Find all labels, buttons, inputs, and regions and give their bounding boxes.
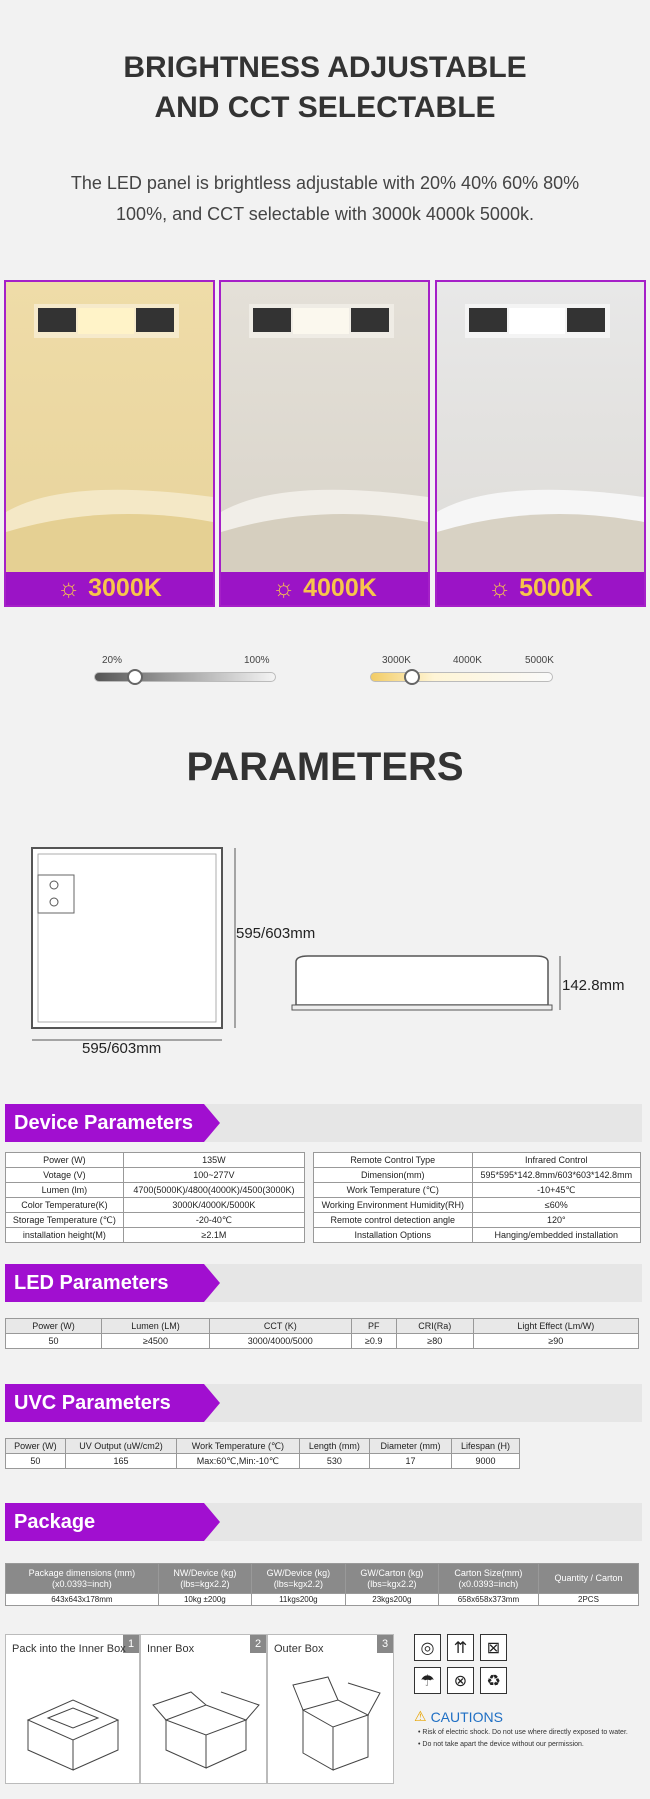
value-cell: 11kgs200g — [251, 1594, 345, 1606]
value-cell: ≥80 — [396, 1334, 473, 1349]
value-cell: 643x643x178mm — [6, 1594, 159, 1606]
header-cell — [251, 1564, 345, 1594]
value-cell: ≥90 — [473, 1334, 638, 1349]
table-header-row — [6, 1564, 639, 1594]
value-cell: 23kgs200g — [345, 1594, 438, 1606]
table-row — [314, 1198, 641, 1213]
uvc-params-band — [5, 1384, 642, 1422]
header-label: NW/Device (kg) — [173, 1567, 237, 1578]
brightness-max-label: 100% — [244, 655, 270, 666]
pack-step-2 — [140, 1634, 267, 1784]
device-params-right-table — [313, 1152, 641, 1243]
table-row — [314, 1153, 641, 1168]
cautions-title: CAUTIONS — [430, 1708, 503, 1725]
header-cell: Power (W) — [6, 1439, 66, 1454]
param-value-cell: 4700(5000K)/4800(4000K)/4500(3000K) — [123, 1183, 304, 1198]
box-illustration — [151, 1680, 261, 1775]
header-cell: Power (W) — [6, 1319, 102, 1334]
caution-item-text: Risk of electric shock. Do not use where directly exposed to water. — [422, 1729, 628, 1736]
header-label: Carton Size(mm) — [454, 1567, 523, 1578]
package-table — [5, 1563, 639, 1606]
recycle-icon: ♻ — [480, 1667, 507, 1694]
sun-icon: ☼ — [488, 574, 512, 602]
table-row — [314, 1183, 641, 1198]
header-cell: UV Output (uW/cm2) — [65, 1439, 176, 1454]
device-params-left-table — [5, 1152, 305, 1243]
header-cell — [345, 1564, 438, 1594]
pack-step-1 — [5, 1634, 140, 1784]
sun-icon: ☼ — [272, 574, 296, 602]
depth-dimension-label: 142.8mm — [562, 977, 625, 994]
header-cell: CCT (K) — [210, 1319, 352, 1334]
header-cell: PF — [351, 1319, 396, 1334]
caution-item: • Do not take apart the device without our permission. — [418, 1741, 584, 1748]
cct-label: 4000K — [303, 574, 377, 602]
cct-card-5000k — [435, 280, 646, 607]
box-illustration — [18, 1680, 128, 1775]
value-cell: 17 — [370, 1454, 452, 1469]
fragile-circle-icon: ◎ — [414, 1634, 441, 1661]
cautions-heading — [414, 1708, 503, 1725]
step-title: Inner Box — [147, 1643, 195, 1655]
intro-line1: The LED panel is brightless adjustable with 20% 40% 60% 80% — [70, 173, 580, 193]
header-cell: Work Temperature (℃) — [177, 1439, 299, 1454]
cct-label-3000: 3000K — [382, 655, 411, 666]
param-value-cell: Infrared Control — [472, 1153, 640, 1168]
value-cell: ≥0.9 — [351, 1334, 396, 1349]
height-dimension-label: 595/603mm — [236, 925, 316, 942]
cct-slider-handle[interactable] — [404, 669, 420, 685]
param-name-cell: Dimension(mm) — [314, 1168, 473, 1183]
param-name-cell: installation height(M) — [6, 1228, 124, 1243]
value-cell: 3000/4000/5000 — [210, 1334, 352, 1349]
header-cell — [6, 1564, 159, 1594]
param-name-cell: Remote Control Type — [314, 1153, 473, 1168]
header-unit: (x0.0393=inch) — [51, 1578, 112, 1589]
device-params-band — [5, 1104, 642, 1142]
uvc-params-title: UVC Parameters — [5, 1384, 204, 1422]
panel-front-drawing — [20, 840, 250, 1062]
param-name-cell: Installation Options — [314, 1228, 473, 1243]
brightness-slider-handle[interactable] — [127, 669, 143, 685]
panel-side-drawing — [288, 950, 568, 1020]
value-cell: Max:60℃,Min:-10℃ — [177, 1454, 299, 1469]
header-label: GW/Carton (kg) — [360, 1567, 424, 1578]
table-row — [6, 1213, 305, 1228]
table-row — [6, 1198, 305, 1213]
warning-icon: ⚠ — [414, 1708, 427, 1724]
param-value-cell: 135W — [123, 1153, 304, 1168]
cautions-list — [418, 1727, 628, 1751]
value-cell: 165 — [65, 1454, 176, 1469]
param-value-cell: 120° — [472, 1213, 640, 1228]
param-value-cell: ≤60% — [472, 1198, 640, 1213]
header-cell — [158, 1564, 251, 1594]
led-params-band — [5, 1264, 642, 1302]
header-cell: CRI(Ra) — [396, 1319, 473, 1334]
caution-item: • Risk of electric shock. Do not use where directly exposed to water. — [418, 1729, 628, 1736]
param-name-cell: Storage Temperature (℃) — [6, 1213, 124, 1228]
param-name-cell: Color Temperature(K) — [6, 1198, 124, 1213]
this-way-up-icon: ⇈ — [447, 1634, 474, 1661]
cct-label: 5000K — [519, 574, 593, 602]
header-cell: Light Effect (Lm/W) — [473, 1319, 638, 1334]
param-name-cell: Votage (V) — [6, 1168, 124, 1183]
device-params-title: Device Parameters — [5, 1104, 204, 1142]
value-cell: 9000 — [451, 1454, 519, 1469]
value-cell: 50 — [6, 1334, 102, 1349]
cct-card-4000k — [219, 280, 430, 607]
cct-label-4000: 4000K — [453, 655, 482, 666]
param-value-cell: -20-40℃ — [123, 1213, 304, 1228]
table-header-row — [6, 1319, 639, 1334]
table-row — [6, 1183, 305, 1198]
cct-slider[interactable] — [370, 672, 553, 682]
room-photo-neutral — [221, 282, 428, 572]
step-number: 2 — [250, 1635, 266, 1653]
value-cell: 2PCS — [538, 1594, 638, 1606]
param-name-cell: Lumen (lm) — [6, 1183, 124, 1198]
param-value-cell: 595*595*142.8mm/603*603*142.8mm — [472, 1168, 640, 1183]
table-header-row — [6, 1439, 520, 1454]
brightness-min-label: 20% — [102, 655, 123, 666]
table-row — [314, 1168, 641, 1183]
header-unit: (x0.0393=inch) — [458, 1578, 519, 1589]
value-cell: 658x658x373mm — [438, 1594, 538, 1606]
table-row — [314, 1228, 641, 1243]
table-row — [314, 1213, 641, 1228]
led-params-title: LED Parameters — [5, 1264, 204, 1302]
cct-card-3000k — [4, 280, 215, 607]
header-cell: Lifespan (H) — [451, 1439, 519, 1454]
step-number: 3 — [377, 1635, 393, 1653]
table-row — [6, 1334, 639, 1349]
value-cell: 10kg ±200g — [158, 1594, 251, 1606]
width-dimension-label: 595/603mm — [82, 1040, 162, 1057]
header-label: GW/Device (kg) — [266, 1567, 331, 1578]
header-cell — [538, 1564, 638, 1594]
brightness-slider[interactable] — [94, 672, 276, 682]
step-title: Outer Box — [274, 1643, 324, 1655]
led-params-table — [5, 1318, 639, 1349]
package-title: Package — [5, 1503, 204, 1541]
param-name-cell: Work Temperature (℃) — [314, 1183, 473, 1198]
table-row — [6, 1594, 639, 1606]
header-cell: Lumen (LM) — [101, 1319, 209, 1334]
param-name-cell: Power (W) — [6, 1153, 124, 1168]
table-row — [6, 1228, 305, 1243]
param-value-cell: -10+45℃ — [472, 1183, 640, 1198]
caution-item-text: Do not take apart the device without our permission. — [422, 1741, 584, 1748]
header-unit: (lbs=kgx2.2) — [180, 1578, 230, 1589]
table-row — [6, 1153, 305, 1168]
room-photo-cool — [437, 282, 644, 572]
keep-dry-umbrella-icon: ☂ — [414, 1667, 441, 1694]
room-photo-warm — [6, 282, 213, 572]
header-unit: (lbs=kgx2.2) — [273, 1578, 323, 1589]
package-band — [5, 1503, 642, 1541]
cct-label: 3000K — [88, 574, 162, 602]
param-value-cell: 100~277V — [123, 1168, 304, 1183]
param-value-cell: 3000K/4000K/5000K — [123, 1198, 304, 1213]
step-title: Pack into the Inner Box — [12, 1643, 126, 1655]
header-cell: Diameter (mm) — [370, 1439, 452, 1454]
header-cell: Length (mm) — [299, 1439, 370, 1454]
table-row — [6, 1168, 305, 1183]
header-label: Quantity / Carton — [554, 1573, 623, 1583]
parameters-title: PARAMETERS — [186, 745, 464, 789]
sun-icon: ☼ — [57, 574, 81, 602]
page-title-line1: BRIGHTNESS ADJUSTABLE — [123, 51, 527, 84]
param-value-cell: ≥2.1M — [123, 1228, 304, 1243]
no-hand-truck-icon: ⊗ — [447, 1667, 474, 1694]
intro-line2: 100%, and CCT selectable with 3000k 4000k 5000k. — [116, 204, 534, 224]
cct-label-5000: 5000K — [525, 655, 554, 666]
uvc-params-table — [5, 1438, 520, 1469]
param-value-cell: Hanging/embedded installation — [472, 1228, 640, 1243]
table-row — [6, 1454, 520, 1469]
param-name-cell: Working Environment Humidity(RH) — [314, 1198, 473, 1213]
value-cell: ≥4500 — [101, 1334, 209, 1349]
box-illustration — [278, 1675, 388, 1775]
header-cell — [438, 1564, 538, 1594]
param-name-cell: Remote control detection angle — [314, 1213, 473, 1228]
intro-text — [40, 168, 610, 230]
pack-step-3 — [267, 1634, 394, 1784]
value-cell: 50 — [6, 1454, 66, 1469]
header-label: Package dimensions (mm) — [28, 1567, 136, 1578]
page-title-line2: AND CCT SELECTABLE — [154, 91, 496, 124]
step-number: 1 — [123, 1635, 139, 1653]
header-unit: (lbs=kgx2.2) — [367, 1578, 417, 1589]
no-dispose-bin-icon: ⊠ — [480, 1634, 507, 1661]
value-cell: 530 — [299, 1454, 370, 1469]
